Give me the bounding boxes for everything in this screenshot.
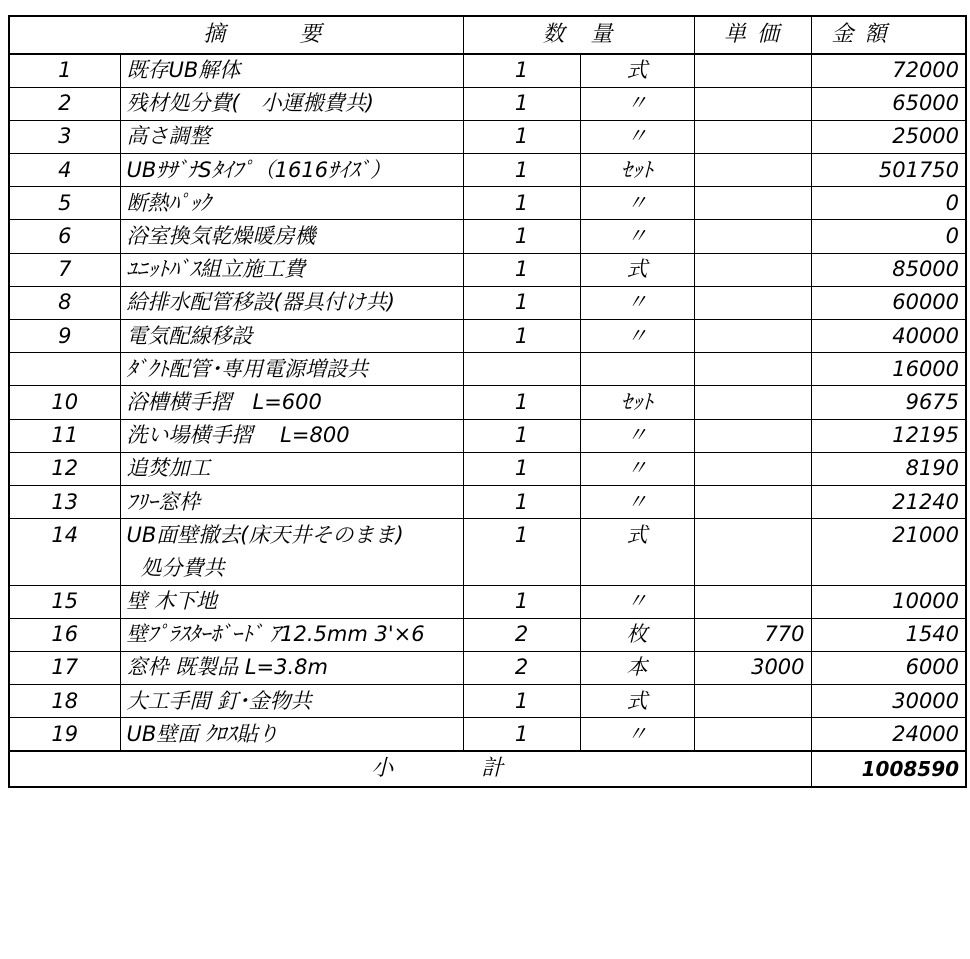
row-description: ﾀﾞｸﾄ配管･専用電源増設共 — [120, 353, 463, 386]
row-unit-price — [694, 585, 811, 618]
subtotal-label: 小 計 — [9, 751, 811, 787]
row-amount: 8190 — [811, 452, 966, 485]
row-description: 窓枠 既製品 L=3.8m — [120, 651, 463, 684]
row-description: UB面壁撤去(床天井そのまま) — [120, 519, 463, 552]
row-unit-price — [694, 253, 811, 286]
row-amount: 25000 — [811, 120, 966, 153]
row-unit: ｾｯﾄ — [580, 386, 694, 419]
row-description: 追焚加工 — [120, 452, 463, 485]
table-row — [9, 154, 966, 187]
row-number — [9, 353, 120, 386]
table-row — [9, 187, 966, 220]
row-amount: 30000 — [811, 685, 966, 718]
row-amount — [811, 552, 966, 585]
row-unit-price: 770 — [694, 618, 811, 651]
row-unit-price — [694, 685, 811, 718]
row-number: 18 — [9, 685, 120, 718]
row-quantity: 2 — [463, 651, 580, 684]
row-description: 浴室換気乾燥暖房機 — [120, 220, 463, 253]
row-description: 既存UB解体 — [120, 54, 463, 87]
row-description: 洗い場横手摺 L=800 — [120, 419, 463, 452]
row-number: 12 — [9, 452, 120, 485]
row-description: 高さ調整 — [120, 120, 463, 153]
row-number: 4 — [9, 154, 120, 187]
row-number: 19 — [9, 718, 120, 751]
row-amount: 24000 — [811, 718, 966, 751]
estimate-table — [8, 15, 967, 788]
row-amount: 21240 — [811, 485, 966, 518]
row-number: 13 — [9, 485, 120, 518]
row-unit-price — [694, 220, 811, 253]
row-quantity: 1 — [463, 220, 580, 253]
table-row — [9, 353, 966, 386]
row-unit-price — [694, 320, 811, 353]
row-amount: 21000 — [811, 519, 966, 552]
row-quantity — [463, 353, 580, 386]
row-unit: 〃 — [580, 718, 694, 751]
row-unit: 〃 — [580, 120, 694, 153]
row-quantity: 2 — [463, 618, 580, 651]
row-number — [9, 552, 120, 585]
row-description: ﾕﾆｯﾄﾊﾞｽ組立施工費 — [120, 253, 463, 286]
row-unit — [580, 353, 694, 386]
row-number: 8 — [9, 286, 120, 319]
row-description: 給排水配管移設(器具付け共) — [120, 286, 463, 319]
row-quantity: 1 — [463, 386, 580, 419]
row-unit — [580, 552, 694, 585]
row-unit-price — [694, 286, 811, 319]
row-description: ﾌﾘｰ窓枠 — [120, 485, 463, 518]
row-quantity: 1 — [463, 485, 580, 518]
header-quantity: 数 量 — [463, 16, 694, 54]
row-amount: 0 — [811, 220, 966, 253]
row-unit-price — [694, 452, 811, 485]
row-number: 3 — [9, 120, 120, 153]
row-amount: 10000 — [811, 585, 966, 618]
table-row — [9, 54, 966, 87]
row-unit: 式 — [580, 253, 694, 286]
row-description: 断熱ﾊﾟｯｸ — [120, 187, 463, 220]
row-quantity: 1 — [463, 452, 580, 485]
row-number: 17 — [9, 651, 120, 684]
row-amount: 0 — [811, 187, 966, 220]
row-unit-price — [694, 552, 811, 585]
row-quantity: 1 — [463, 585, 580, 618]
table-row — [9, 87, 966, 120]
row-quantity: 1 — [463, 320, 580, 353]
row-number: 1 — [9, 54, 120, 87]
table-row — [9, 485, 966, 518]
row-description: 壁ﾌﾟﾗｽﾀｰﾎﾞｰﾄﾞ ｱ12.5mm 3'×6 — [120, 618, 463, 651]
row-quantity: 1 — [463, 87, 580, 120]
row-description: 処分費共 — [120, 552, 463, 585]
row-number: 10 — [9, 386, 120, 419]
row-unit: 〃 — [580, 419, 694, 452]
table-row — [9, 519, 966, 552]
table-row — [9, 452, 966, 485]
row-unit-price — [694, 120, 811, 153]
row-description: 残材処分費( 小運搬費共) — [120, 87, 463, 120]
row-unit: 〃 — [580, 452, 694, 485]
row-unit: 式 — [580, 54, 694, 87]
table-row — [9, 718, 966, 751]
table-row — [9, 386, 966, 419]
row-unit-price — [694, 419, 811, 452]
row-number: 9 — [9, 320, 120, 353]
row-quantity: 1 — [463, 187, 580, 220]
row-unit: 式 — [580, 519, 694, 552]
header-unit-price: 単 価 — [694, 16, 811, 54]
row-amount: 60000 — [811, 286, 966, 319]
table-row — [9, 651, 966, 684]
table-row — [9, 585, 966, 618]
table-row — [9, 618, 966, 651]
subtotal-row — [9, 751, 966, 787]
row-unit: 式 — [580, 685, 694, 718]
header-row — [9, 16, 966, 54]
row-unit-price — [694, 54, 811, 87]
table-row — [9, 120, 966, 153]
row-amount: 16000 — [811, 353, 966, 386]
row-unit: 〃 — [580, 585, 694, 618]
row-unit: 〃 — [580, 485, 694, 518]
row-number: 15 — [9, 585, 120, 618]
table-row — [9, 220, 966, 253]
table-row — [9, 552, 966, 585]
row-number: 6 — [9, 220, 120, 253]
table-row — [9, 419, 966, 452]
row-amount: 501750 — [811, 154, 966, 187]
row-description: 大工手間 釘･金物共 — [120, 685, 463, 718]
row-unit: 〃 — [580, 187, 694, 220]
row-amount: 9675 — [811, 386, 966, 419]
table-row — [9, 320, 966, 353]
row-quantity: 1 — [463, 253, 580, 286]
header-amount: 金 額 — [811, 16, 966, 54]
row-description: 浴槽横手摺 L=600 — [120, 386, 463, 419]
row-quantity: 1 — [463, 286, 580, 319]
row-description: UBｻｻﾞﾅSﾀｲﾌﾟ（1616ｻｲｽﾞ） — [120, 154, 463, 187]
row-quantity: 1 — [463, 419, 580, 452]
row-quantity: 1 — [463, 685, 580, 718]
row-unit: 〃 — [580, 286, 694, 319]
row-unit-price — [694, 519, 811, 552]
row-unit-price — [694, 187, 811, 220]
row-number: 11 — [9, 419, 120, 452]
row-unit: 本 — [580, 651, 694, 684]
row-amount: 1540 — [811, 618, 966, 651]
row-number: 14 — [9, 519, 120, 552]
row-unit-price — [694, 87, 811, 120]
row-number: 16 — [9, 618, 120, 651]
row-unit-price — [694, 485, 811, 518]
row-unit: 〃 — [580, 320, 694, 353]
row-amount: 72000 — [811, 54, 966, 87]
row-quantity: 1 — [463, 519, 580, 552]
row-quantity: 1 — [463, 718, 580, 751]
row-amount: 40000 — [811, 320, 966, 353]
row-unit-price — [694, 718, 811, 751]
table-row — [9, 685, 966, 718]
row-unit: 枚 — [580, 618, 694, 651]
row-amount: 12195 — [811, 419, 966, 452]
row-unit: 〃 — [580, 87, 694, 120]
row-unit-price: 3000 — [694, 651, 811, 684]
row-unit-price — [694, 353, 811, 386]
row-unit: 〃 — [580, 220, 694, 253]
row-number: 2 — [9, 87, 120, 120]
row-unit: ｾｯﾄ — [580, 154, 694, 187]
subtotal-amount: 1008590 — [811, 751, 966, 787]
row-amount: 6000 — [811, 651, 966, 684]
header-description: 摘 要 — [9, 16, 463, 54]
row-unit-price — [694, 386, 811, 419]
row-amount: 85000 — [811, 253, 966, 286]
row-quantity — [463, 552, 580, 585]
row-number: 7 — [9, 253, 120, 286]
row-unit-price — [694, 154, 811, 187]
row-quantity: 1 — [463, 54, 580, 87]
row-quantity: 1 — [463, 120, 580, 153]
row-number: 5 — [9, 187, 120, 220]
row-description: 電気配線移設 — [120, 320, 463, 353]
table-row — [9, 286, 966, 319]
row-description: UB壁面 ｸﾛｽ貼り — [120, 718, 463, 751]
row-description: 壁 木下地 — [120, 585, 463, 618]
table-row — [9, 253, 966, 286]
row-amount: 65000 — [811, 87, 966, 120]
row-quantity: 1 — [463, 154, 580, 187]
